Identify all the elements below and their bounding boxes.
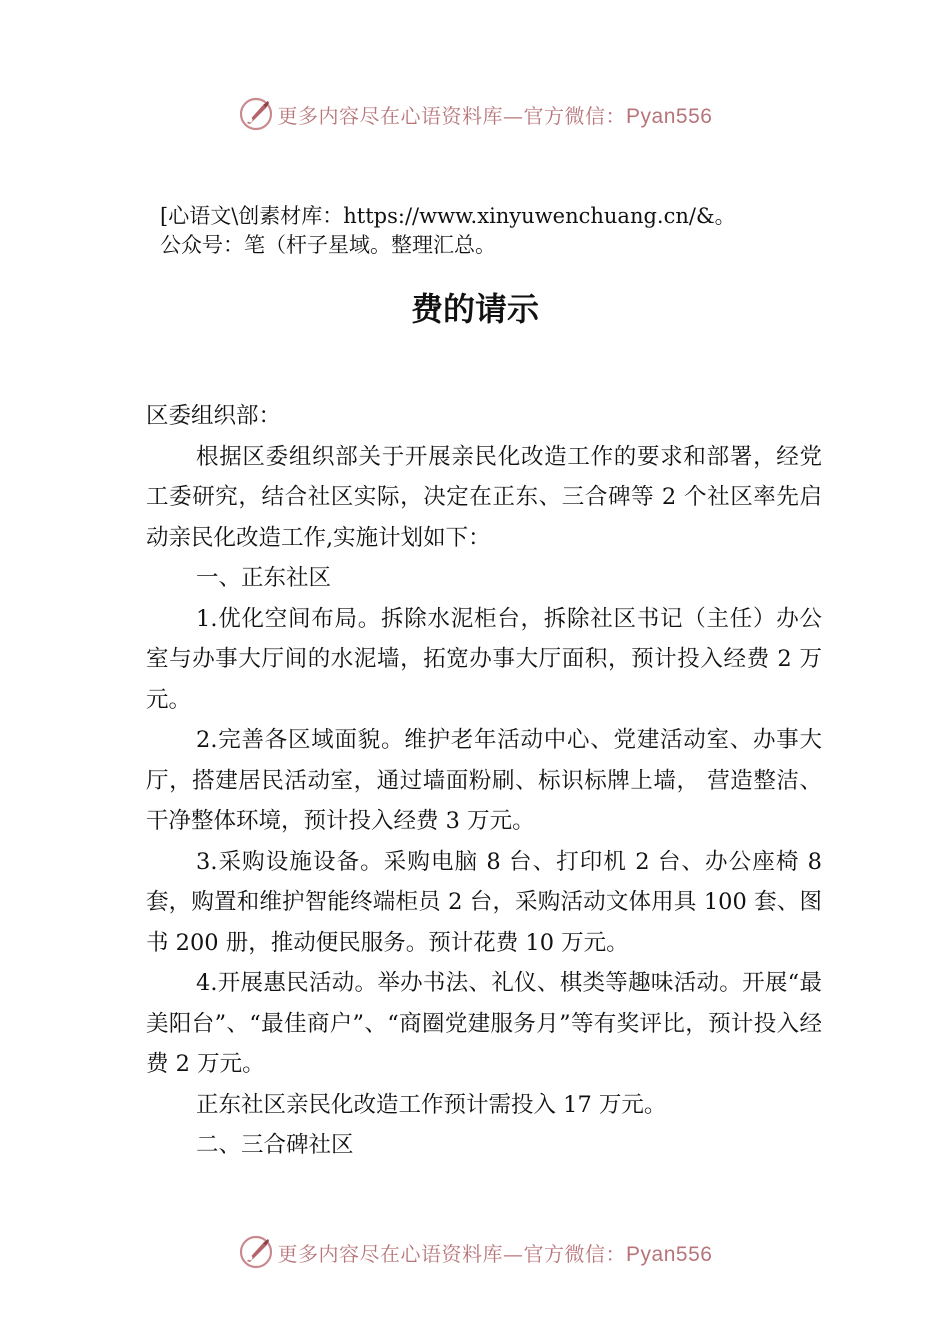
source-note: [160, 202, 840, 260]
document-title: 费的请示: [410, 290, 539, 328]
watermark-wechat-id: Pyan556: [626, 104, 713, 128]
watermark-text: [278, 1238, 713, 1267]
section-heading: 二、三合碑社区: [196, 1132, 354, 1158]
quill-logo-icon: [238, 96, 274, 132]
paragraph: 1.优化空间布局。拆除水泥柜台，拆除社区书记（主任）办公室与办事大厅间的水泥墙，拓宽办事大厅面积，预计投入经费 2 万元。: [146, 605, 822, 713]
watermark-text: [278, 100, 713, 129]
source-note-line-1: [心语文\创素材库：https://www.xinyuwenchuang.cn/&。: [160, 204, 736, 228]
paragraph: 正东社区亲民化改造工作预计需投入 17 万元。: [196, 1091, 667, 1118]
watermark-prefix: 更多内容尽在心语资料库—官方微信：: [277, 103, 627, 128]
document-body: [146, 396, 822, 1166]
watermark-wechat-id: Pyan556: [626, 1242, 713, 1266]
paragraph: 根据区委组织部关于开展亲民化改造工作的要求和部署，经党工委研究，结合社区实际，决定在正东、三合碑等 2 个社区率先启动亲民化改造工作,实施计划如下：: [146, 443, 822, 551]
quill-logo-icon: [238, 1234, 274, 1270]
salutation: 区委组织部：: [146, 403, 282, 429]
source-note-line-2: 公众号：笔（杆子星域。整理汇总。: [160, 233, 496, 257]
section-heading: 一、正东社区: [196, 565, 332, 591]
paragraph: 3.采购设施设备。采购电脑 8 台、打印机 2 台、办公座椅 8 套，购置和维护智能终端柜员 2 台，采购活动文体用具 100 套、图书 200 册，推动便民服务。预计花费 10 万元。: [146, 848, 822, 956]
footer-watermark: [0, 1232, 950, 1272]
header-watermark: [0, 94, 950, 134]
paragraph: 4.开展惠民活动。举办书法、礼仪、棋类等趣味活动。开展“最美阳台”、“最佳商户”、“商圈党建服务月”等有奖评比，预计投入经费 2 万元。: [146, 970, 822, 1077]
paragraph: 2.完善各区域面貌。维护老年活动中心、党建活动室、办事大厅，搭建居民活动室，通过墙面粉刷、标识标牌上墙， 营造整洁、干净整体环境，预计投入经费 3 万元。: [146, 727, 822, 834]
watermark-prefix: 更多内容尽在心语资料库—官方微信：: [277, 1241, 627, 1266]
